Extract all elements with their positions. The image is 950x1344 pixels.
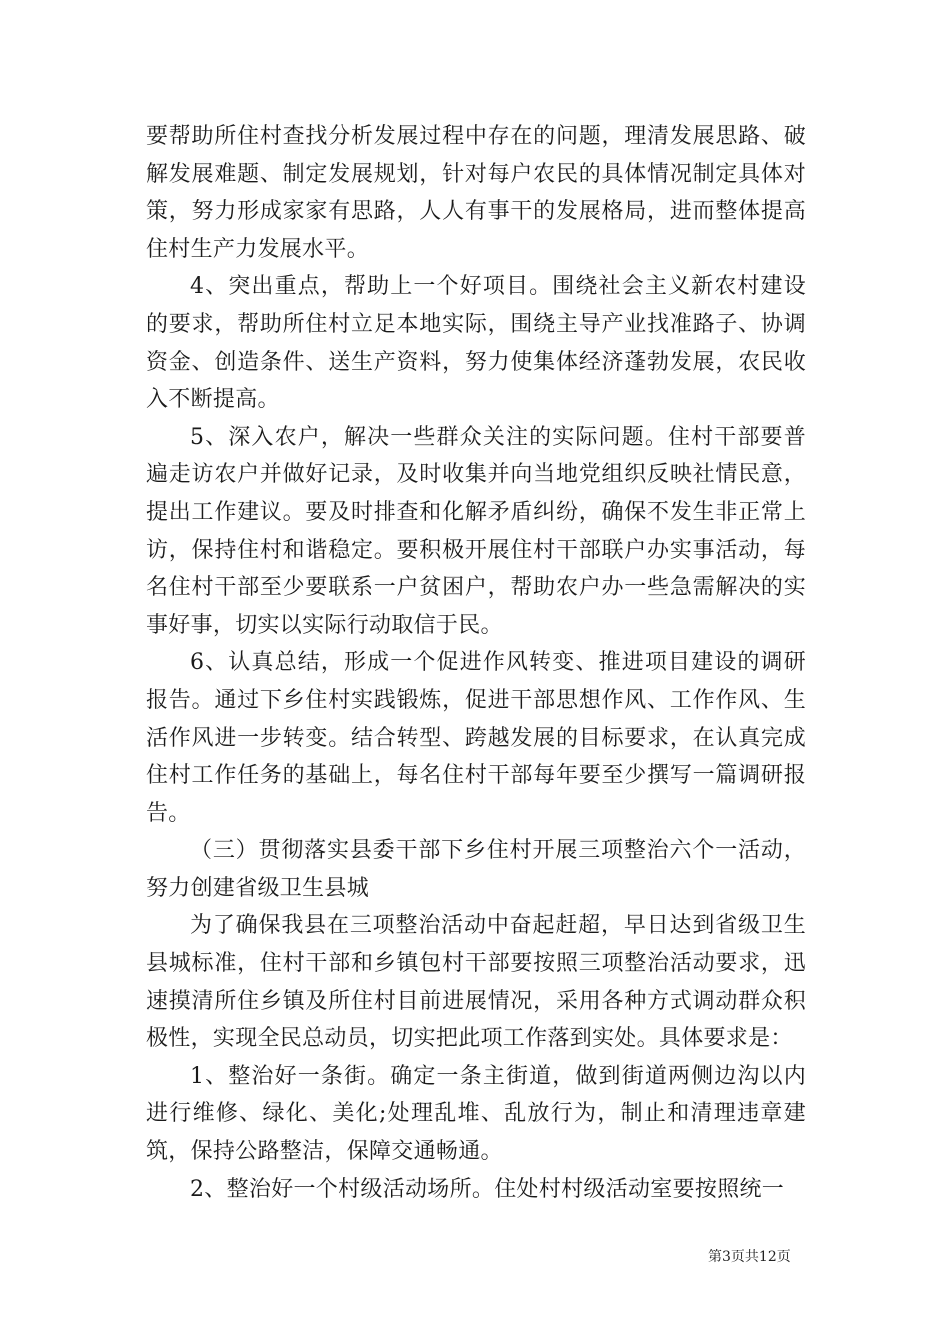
- paragraph-item-4: 4、突出重点，帮助上一个好项目。围绕社会主义新农村建设的要求，帮助所住村立足本地实际，围绕主导产业找准路子、协调资金、创造条件、送生产资料，努力使集体经济蓬勃发展，农民收入不断提高。: [146, 274, 806, 413]
- paragraph-continuation: 要帮助所住村查找分析发展过程中存在的问题，理清发展思路、破解发展难题、制定发展规划，针对每户农民的具体情况制定具体对策，努力形成家家有思路，人人有事干的发展格局，进而整体提高住村生产力发展水平。: [146, 124, 806, 262]
- paragraph-requirement-1: 1、整治好一条街。确定一条主街道，做到街道两侧边沟以内进行维修、绿化、美化;处理乱堆、乱放行为，制止和清理违章建筑，保持公路整洁，保障交通畅通。: [146, 1063, 806, 1165]
- page-number: 第3页共12页: [708, 1249, 791, 1265]
- paragraph-intro: 为了确保我县在三项整治活动中奋起赶超，早日达到省级卫生县城标准，住村干部和乡镇包村干部要按照三项整治活动要求，迅速摸清所住乡镇及所住村目前进展情况，采用各种方式调动群众积极性，实现全民总动员，切实把此项工作落到实处。具体要求是：: [146, 913, 806, 1052]
- section-heading: （三）贯彻落实县委干部下乡住村开展三项整治六个一活动，努力创建省级卫生县城: [146, 838, 806, 901]
- document-body: [146, 118, 806, 1208]
- paragraph-item-5: 5、深入农户，解决一些群众关注的实际问题。住村干部要普遍走访农户并做好记录，及时收集并向当地党组织反映社情民意，提出工作建议。要及时排查和化解矛盾纠纷，确保不发生非正常上访，保持住村和谐稳定。要积极开展住村干部联户办实事活动，每名住村干部至少要联系一户贫困户，帮助农户办一些急需解决的实事好事，切实以实际行动取信于民。: [146, 424, 806, 638]
- paragraph-requirement-2: 2、整治好一个村级活动场所。住处村村级活动室要按照统一: [190, 1176, 785, 1202]
- paragraph-item-6: 6、认真总结，形成一个促进作风转变、推进项目建设的调研报告。通过下乡住村实践锻炼，促进干部思想作风、工作作风、生活作风进一步转变。结合转型、跨越发展的目标要求，在认真完成住村工作任务的基础上，每名住村干部每年要至少撰写一篇调研报告。: [146, 650, 806, 826]
